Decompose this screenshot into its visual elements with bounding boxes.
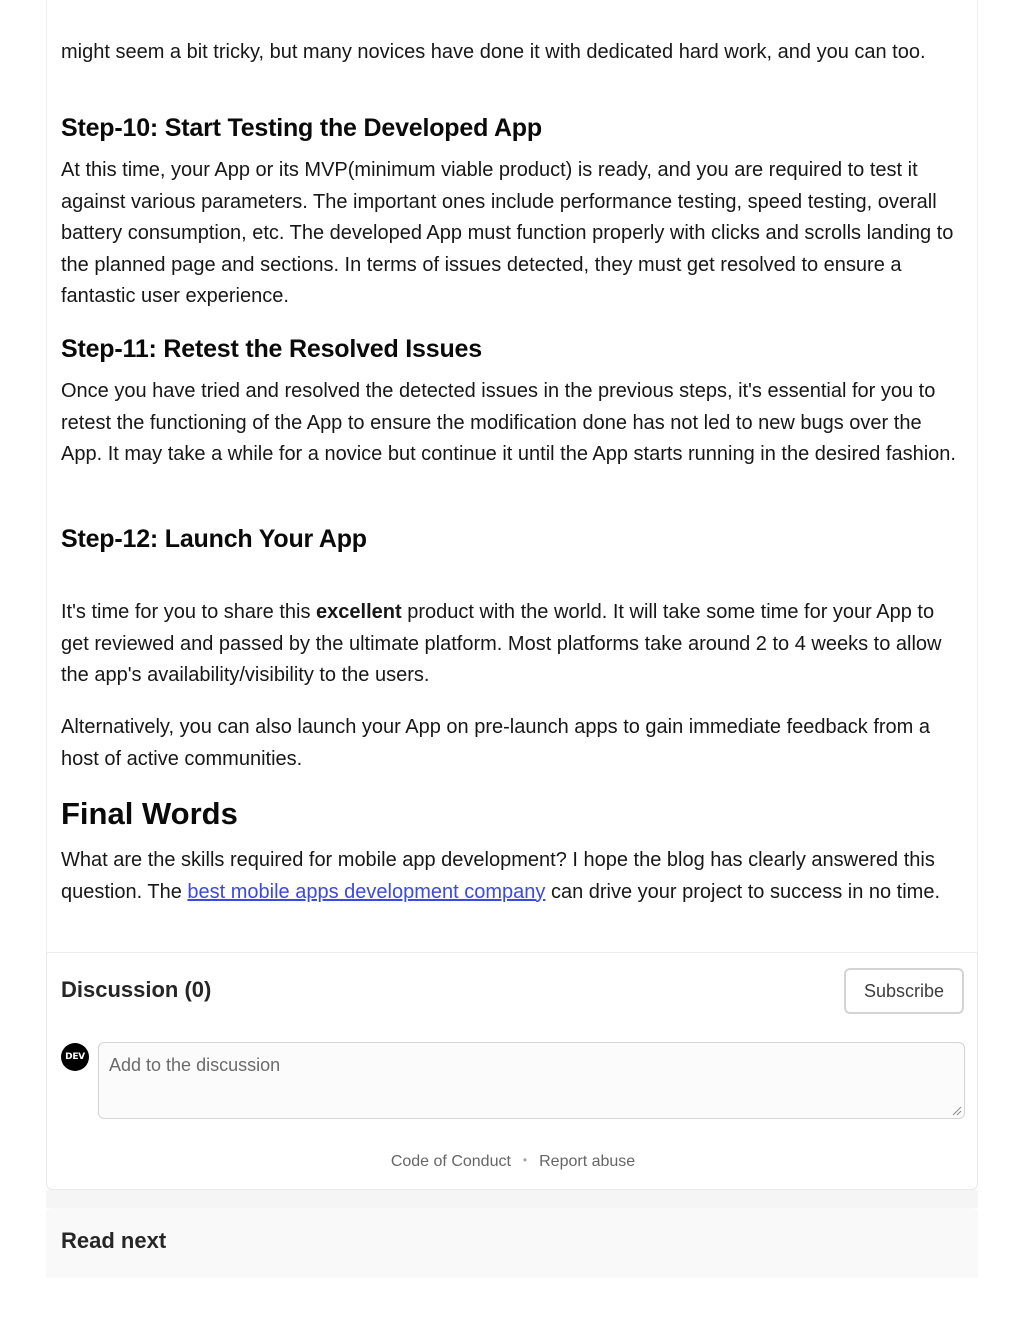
final-words-heading: Final Words [61,796,238,831]
discussion-section [46,952,978,1190]
step12-bold-text: excellent [316,601,402,623]
read-next-title: Read next [61,1228,167,1253]
step10-paragraph: At this time, your App or its MVP(minimum viable product) is ready, and you are required to test it against various parameters. The important ones include performance testing, speed testing, overall battery consumption, etc. The developed App must function properly with clicks and scrolls landing to the planned page and sections. In terms of issues detected, they must get resolved to ensure a fantastic user experience. [61,159,954,307]
read-next-section [46,1208,978,1278]
company-link[interactable]: best mobile apps development company [187,880,546,903]
step10-heading: Step-10: Start Testing the Developed App [61,114,542,142]
step12-paragraph [61,597,965,692]
step11-paragraph: Once you have tried and resolved the detected issues in the previous steps, it's essential for you to retest the functioning of the App to ensure the modification done has not led to new bugs over the App. It may take a while for a novice but continue it until the App starts running in the desired fashion. [61,380,956,465]
final-text-after: can drive your project to success in no time. [545,880,941,903]
dev-avatar: DEV [61,1043,89,1071]
subscribe-button[interactable]: Subscribe [844,968,964,1014]
report-abuse-link[interactable]: Report abuse [539,1153,636,1170]
final-text-before: What are the skills required for mobile app development? I hope the blog has clearly answered this question. The [61,849,935,903]
discussion-title: Discussion (0) [61,977,212,1002]
step12-text-before: It's time for you to share this [61,601,317,623]
comment-input[interactable] [98,1042,965,1119]
separator-dot: • [522,1153,528,1167]
intro-tail-paragraph: might seem a bit tricky, but many novices have done it with dedicated hard work, and you can too. [61,41,926,63]
step12-paragraph-2: Alternatively, you can also launch your App on pre-launch apps to gain immediate feedback from a host of active communities. [61,716,931,770]
discussion-footer [47,1153,979,1171]
step11-heading: Step-11: Retest the Resolved Issues [61,335,482,363]
resize-handle-icon[interactable] [952,1106,962,1116]
code-of-conduct-link[interactable]: Code of Conduct [390,1153,511,1170]
section-divider [46,1190,978,1208]
step12-text-after: product with the world. It will take some time for your App to get reviewed and passed by the ultimate platform. Most platforms take around 2 to 4 weeks to allow the app's availability/visibility to the users. [61,601,942,686]
step12-heading: Step-12: Launch Your App [61,525,367,553]
final-words-paragraph [61,845,965,908]
